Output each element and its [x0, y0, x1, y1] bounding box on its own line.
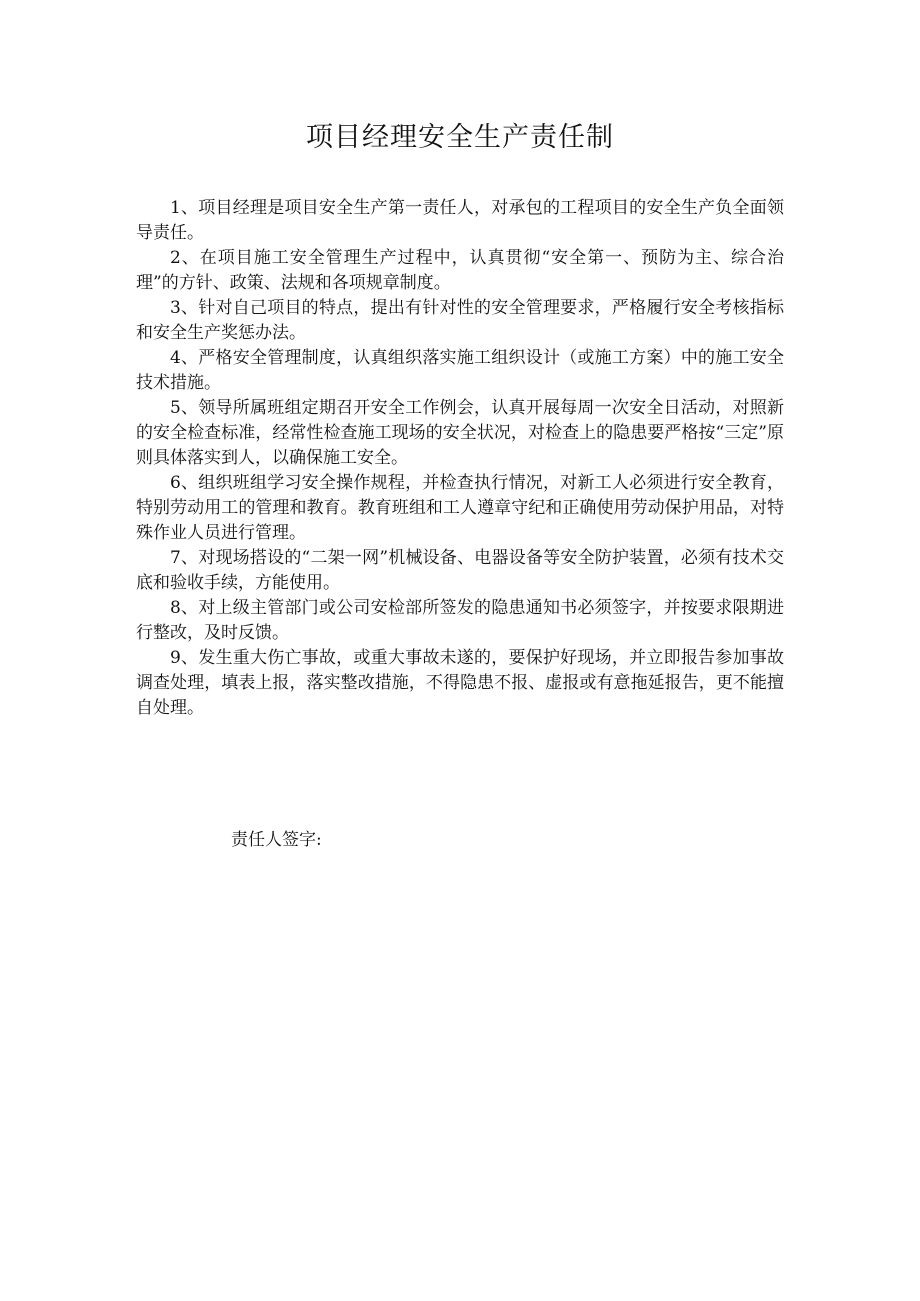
clause-9: 9、发生重大伤亡事故，或重大事故未遂的，要保护好现场，并立即报告参加事故调查处理，填表上报，落实整改措施，不得隐患不报、虚报或有意拖延报告，更不能擅自处理。	[136, 648, 784, 718]
signature-label: 责任人签字:	[231, 830, 322, 850]
document-title: 项目经理安全生产责任制	[306, 122, 614, 153]
clause-8: 8、对上级主管部门或公司安检部所签发的隐患通知书必须签字，并按要求限期进行整改，及时反馈。	[136, 598, 784, 643]
clause-1: 1、项目经理是项目安全生产第一责任人，对承包的工程项目的安全生产负全面领导责任。	[136, 198, 784, 243]
document-body	[136, 196, 784, 721]
clause-7: 7、对现场搭设的“二架一网”机械设备、电器设备等安全防护装置，必须有技术交底和验收手续，方能使用。	[136, 548, 784, 593]
clause-5: 5、领导所属班组定期召开安全工作例会，认真开展每周一次安全日活动，对照新的安全检查标准，经常性检查施工现场的安全状况，对检查上的隐患要严格按“三定”原则具体落实到人，以确保施工安全。	[136, 398, 784, 468]
clause-2: 2、在项目施工安全管理生产过程中，认真贯彻“安全第一、预防为主、综合治理”的方针、政策、法规和各项规章制度。	[136, 248, 784, 293]
clause-3: 3、针对自己项目的特点，提出有针对性的安全管理要求，严格履行安全考核指标和安全生产奖惩办法。	[136, 298, 784, 343]
clause-6: 6、组织班组学习安全操作规程，并检查执行情况，对新工人必须进行安全教育，特别劳动用工的管理和教育。教育班组和工人遵章守纪和正确使用劳动保护用品，对特殊作业人员进行管理。	[136, 473, 784, 543]
clause-4: 4、严格安全管理制度，认真组织落实施工组织设计（或施工方案）中的施工安全技术措施。	[136, 348, 784, 393]
